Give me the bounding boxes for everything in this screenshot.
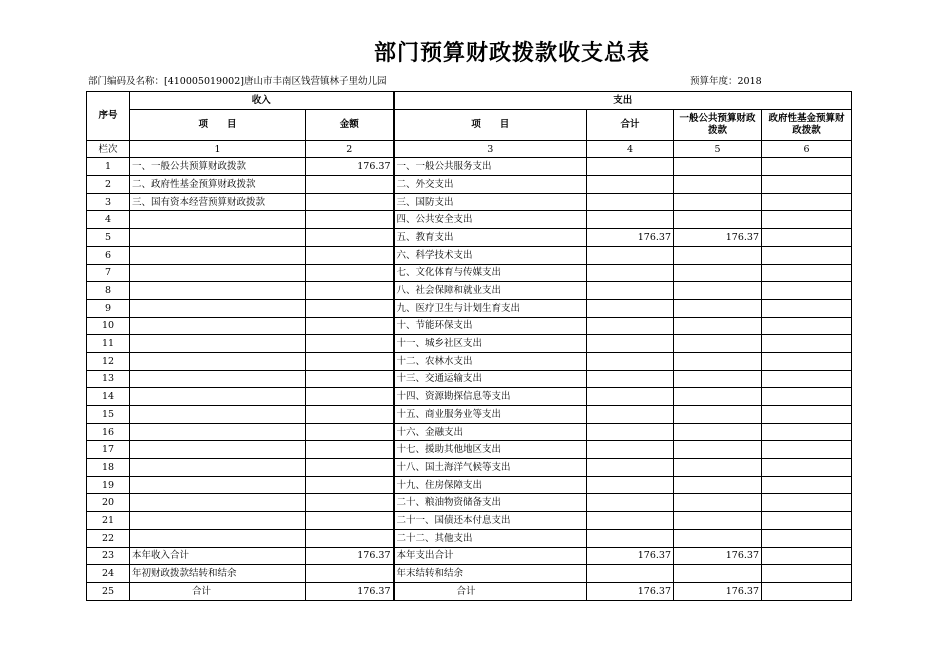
expense-item: 本年支出合计 (394, 547, 587, 565)
expense-item: 十七、援助其他地区支出 (394, 441, 587, 459)
expense-general-budget (674, 370, 762, 388)
expense-gov-fund (762, 299, 852, 317)
col-index-1: 1 (130, 140, 306, 158)
expense-gov-fund (762, 335, 852, 353)
col-index-6: 6 (762, 140, 852, 158)
table-row (87, 441, 852, 459)
expense-general-budget (674, 193, 762, 211)
income-amount (306, 423, 394, 441)
income-item (130, 317, 306, 335)
income-item (130, 441, 306, 459)
row-seq: 17 (87, 441, 130, 459)
income-item (130, 423, 306, 441)
expense-gov-fund (762, 512, 852, 530)
expense-item: 十二、农林水支出 (394, 352, 587, 370)
expense-total (587, 335, 674, 353)
expense-gov-fund (762, 193, 852, 211)
expense-gov-fund (762, 246, 852, 264)
expense-gov-fund (762, 423, 852, 441)
expense-general-budget (674, 352, 762, 370)
row-seq: 1 (87, 158, 130, 176)
expense-item: 十一、城乡社区支出 (394, 335, 587, 353)
income-amount (306, 352, 394, 370)
income-item (130, 335, 306, 353)
expense-total: 176.37 (587, 229, 674, 247)
expense-item: 十、节能环保支出 (394, 317, 587, 335)
expense-item: 十九、住房保障支出 (394, 476, 587, 494)
row-seq: 20 (87, 494, 130, 512)
expense-gov-fund (762, 211, 852, 229)
expense-general-budget (674, 459, 762, 477)
table-row (87, 459, 852, 477)
income-amount (306, 370, 394, 388)
row-seq: 24 (87, 565, 130, 583)
income-item (130, 352, 306, 370)
income-item (130, 406, 306, 424)
expense-gov-fund (762, 352, 852, 370)
table-row (87, 282, 852, 300)
row-seq: 14 (87, 388, 130, 406)
expense-item: 十八、国土海洋气候等支出 (394, 459, 587, 477)
row-seq: 16 (87, 423, 130, 441)
table-row (87, 229, 852, 247)
expense-gov-fund (762, 264, 852, 282)
table-row (87, 582, 852, 600)
expense-item: 六、科学技术支出 (394, 246, 587, 264)
income-item (130, 229, 306, 247)
col-index-5: 5 (674, 140, 762, 158)
row-seq: 22 (87, 529, 130, 547)
expense-total (587, 423, 674, 441)
row-seq: 25 (87, 582, 130, 600)
income-item (130, 299, 306, 317)
row-seq: 8 (87, 282, 130, 300)
col-index-4: 4 (587, 140, 674, 158)
row-seq: 5 (87, 229, 130, 247)
expense-general-budget (674, 317, 762, 335)
table-row (87, 547, 852, 565)
expense-total (587, 282, 674, 300)
expense-general-budget (674, 158, 762, 176)
income-item: 年初财政拨款结转和结余 (130, 565, 306, 583)
income-item: 三、国有资本经营预算财政拨款 (130, 193, 306, 211)
expense-gov-fund (762, 229, 852, 247)
header-expense-item: 项 目 (394, 109, 587, 140)
income-item (130, 264, 306, 282)
expense-gov-fund (762, 476, 852, 494)
income-amount (306, 335, 394, 353)
expense-gov-fund (762, 547, 852, 565)
income-amount (306, 299, 394, 317)
expense-total: 176.37 (587, 547, 674, 565)
expense-total (587, 176, 674, 194)
header-income: 收入 (130, 92, 394, 110)
income-amount (306, 317, 394, 335)
header-total: 合计 (587, 109, 674, 140)
expense-total (587, 512, 674, 530)
income-amount (306, 441, 394, 459)
expense-general-budget (674, 476, 762, 494)
header-expense: 支出 (394, 92, 852, 110)
expense-item: 合计 (394, 582, 587, 600)
expense-gov-fund (762, 406, 852, 424)
header-income-amount: 金额 (306, 109, 394, 140)
income-item (130, 476, 306, 494)
income-amount: 176.37 (306, 158, 394, 176)
income-amount (306, 264, 394, 282)
expense-total (587, 158, 674, 176)
table-row (87, 264, 852, 282)
income-item: 本年收入合计 (130, 547, 306, 565)
expense-total (587, 529, 674, 547)
expense-item: 四、公共安全支出 (394, 211, 587, 229)
expense-total (587, 264, 674, 282)
expense-gov-fund (762, 494, 852, 512)
header-seq: 序号 (87, 92, 130, 141)
table-row (87, 476, 852, 494)
table-row (87, 565, 852, 583)
income-item (130, 246, 306, 264)
row-seq: 9 (87, 299, 130, 317)
expense-general-budget (674, 211, 762, 229)
col-index-label: 栏次 (87, 140, 130, 158)
expense-item: 十五、商业服务业等支出 (394, 406, 587, 424)
income-amount (306, 406, 394, 424)
income-amount (306, 459, 394, 477)
row-seq: 3 (87, 193, 130, 211)
income-amount (306, 565, 394, 583)
header-general-budget: 一般公共预算财政拨款 (674, 109, 762, 140)
income-item (130, 512, 306, 530)
expense-item: 五、教育支出 (394, 229, 587, 247)
table-row (87, 352, 852, 370)
income-amount (306, 211, 394, 229)
expense-item: 七、文化体育与传媒支出 (394, 264, 587, 282)
expense-item: 十六、金融支出 (394, 423, 587, 441)
expense-total (587, 299, 674, 317)
header-gov-fund: 政府性基金预算财政拨款 (762, 109, 852, 140)
expense-item: 一、一般公共服务支出 (394, 158, 587, 176)
expense-gov-fund (762, 282, 852, 300)
row-seq: 11 (87, 335, 130, 353)
expense-total (587, 388, 674, 406)
table-row (87, 423, 852, 441)
income-item (130, 529, 306, 547)
expense-item: 年末结转和结余 (394, 565, 587, 583)
expense-gov-fund (762, 582, 852, 600)
row-seq: 10 (87, 317, 130, 335)
expense-general-budget (674, 565, 762, 583)
col-index-2: 2 (306, 140, 394, 158)
expense-total (587, 193, 674, 211)
expense-total (587, 459, 674, 477)
header-income-item: 项 目 (130, 109, 306, 140)
income-amount (306, 388, 394, 406)
expense-total (587, 406, 674, 424)
expense-total (587, 352, 674, 370)
expense-gov-fund (762, 317, 852, 335)
expense-gov-fund (762, 176, 852, 194)
table-row (87, 335, 852, 353)
row-seq: 4 (87, 211, 130, 229)
expense-total (587, 246, 674, 264)
expense-general-budget (674, 423, 762, 441)
expense-total (587, 565, 674, 583)
expense-general-budget (674, 494, 762, 512)
budget-table (86, 91, 852, 601)
income-amount (306, 282, 394, 300)
expense-gov-fund (762, 529, 852, 547)
expense-item: 二十二、其他支出 (394, 529, 587, 547)
expense-item: 二十、粮油物资储备支出 (394, 494, 587, 512)
income-amount (306, 246, 394, 264)
expense-item: 二、外交支出 (394, 176, 587, 194)
row-seq: 6 (87, 246, 130, 264)
expense-total (587, 317, 674, 335)
department-info: 部门编码及名称：[410005019002]唐山市丰南区钱营镇林子里幼儿园 (88, 76, 387, 87)
income-item (130, 459, 306, 477)
col-index-3: 3 (394, 140, 587, 158)
expense-general-budget (674, 299, 762, 317)
expense-total: 176.37 (587, 582, 674, 600)
table-row (87, 158, 852, 176)
income-amount: 176.37 (306, 547, 394, 565)
row-seq: 18 (87, 459, 130, 477)
expense-general-budget (674, 335, 762, 353)
expense-total (587, 476, 674, 494)
expense-general-budget (674, 512, 762, 530)
expense-general-budget (674, 388, 762, 406)
expense-total (587, 441, 674, 459)
income-item (130, 282, 306, 300)
row-seq: 7 (87, 264, 130, 282)
income-amount (306, 494, 394, 512)
income-amount (306, 176, 394, 194)
expense-gov-fund (762, 441, 852, 459)
table-row (87, 299, 852, 317)
row-seq: 2 (87, 176, 130, 194)
expense-general-budget (674, 441, 762, 459)
income-item: 一、一般公共预算财政拨款 (130, 158, 306, 176)
row-seq: 19 (87, 476, 130, 494)
income-amount (306, 512, 394, 530)
expense-general-budget (674, 246, 762, 264)
table-row (87, 193, 852, 211)
expense-item: 九、医疗卫生与计划生育支出 (394, 299, 587, 317)
income-amount (306, 476, 394, 494)
expense-general-budget: 176.37 (674, 229, 762, 247)
expense-general-budget (674, 176, 762, 194)
expense-general-budget: 176.37 (674, 547, 762, 565)
income-item (130, 211, 306, 229)
budget-year: 预算年度：2018 (690, 76, 762, 87)
expense-item: 三、国防支出 (394, 193, 587, 211)
income-item (130, 494, 306, 512)
expense-item: 八、社会保障和就业支出 (394, 282, 587, 300)
row-seq: 23 (87, 547, 130, 565)
expense-gov-fund (762, 370, 852, 388)
expense-general-budget (674, 529, 762, 547)
income-item: 合计 (130, 582, 306, 600)
expense-item: 二十一、国债还本付息支出 (394, 512, 587, 530)
expense-total (587, 211, 674, 229)
table-row (87, 211, 852, 229)
row-seq: 21 (87, 512, 130, 530)
table-row (87, 529, 852, 547)
expense-item: 十四、资源勘探信息等支出 (394, 388, 587, 406)
income-amount (306, 193, 394, 211)
expense-general-budget (674, 406, 762, 424)
expense-general-budget (674, 282, 762, 300)
income-amount (306, 229, 394, 247)
expense-gov-fund (762, 388, 852, 406)
row-seq: 15 (87, 406, 130, 424)
income-amount: 176.37 (306, 582, 394, 600)
income-amount (306, 529, 394, 547)
expense-gov-fund (762, 459, 852, 477)
table-row (87, 406, 852, 424)
expense-total (587, 370, 674, 388)
income-item: 二、政府性基金预算财政拨款 (130, 176, 306, 194)
row-seq: 13 (87, 370, 130, 388)
row-seq: 12 (87, 352, 130, 370)
expense-total (587, 494, 674, 512)
table-row (87, 494, 852, 512)
table-row (87, 246, 852, 264)
expense-gov-fund (762, 565, 852, 583)
table-row (87, 176, 852, 194)
expense-general-budget: 176.37 (674, 582, 762, 600)
income-item (130, 388, 306, 406)
table-row (87, 512, 852, 530)
page-title: 部门预算财政拨款收支总表 (373, 41, 650, 66)
expense-general-budget (674, 264, 762, 282)
table-row (87, 370, 852, 388)
expense-gov-fund (762, 158, 852, 176)
expense-item: 十三、交通运输支出 (394, 370, 587, 388)
income-item (130, 370, 306, 388)
table-row (87, 317, 852, 335)
table-row (87, 388, 852, 406)
